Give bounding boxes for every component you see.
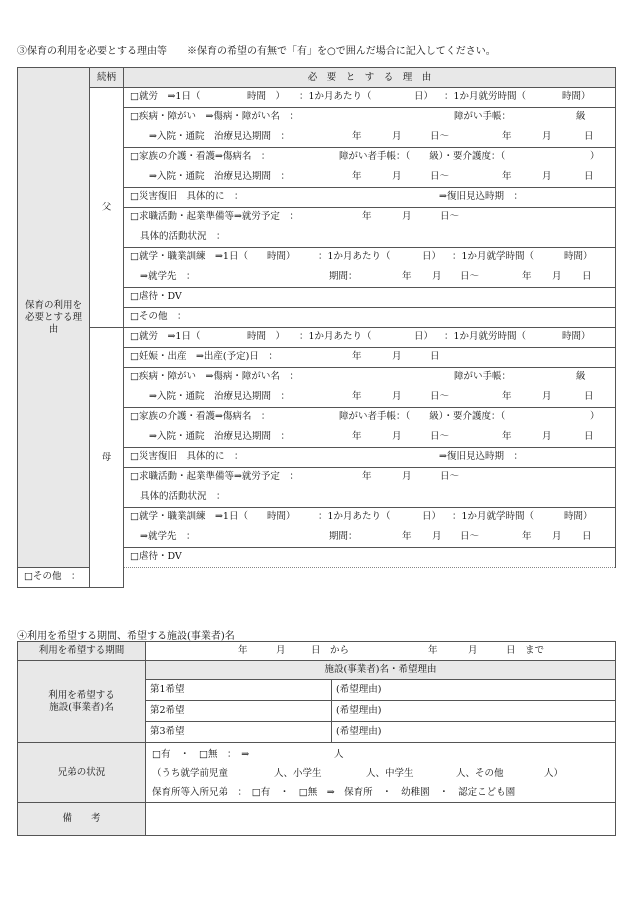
father-work[interactable]: □就労 ⇒1日（ 時間 ） ：1か月あたり（ 日） ：1か月就労時間（ 時間）	[124, 88, 616, 108]
father-activity[interactable]: 具体的活動状況 ：	[124, 228, 616, 248]
father-other[interactable]: □その他 ：	[124, 308, 616, 328]
mother-school[interactable]: ⇒就学先 ： 期間： 年 月 日〜 年 月 日	[124, 528, 616, 548]
section3-heading: ③保育の利用を必要とする理由等 ※保育の希望の有無で「有」を○で囲んだ場合に記入してください。	[17, 46, 496, 57]
siblings-label: 兄弟の状況	[18, 743, 146, 803]
mother-activity[interactable]: 具体的活動状況 ：	[124, 488, 616, 508]
remarks-label: 備 考	[18, 803, 146, 836]
mother-study[interactable]: □就学・職業訓練 ⇒1日（ 時間） ：1か月あたり（ 日） ：1か月就学時間（ 時間）	[124, 508, 616, 528]
choice-1-reason[interactable]: (希望理由)	[332, 680, 616, 701]
relation-header: 続柄	[90, 68, 124, 88]
father-study[interactable]: □就学・職業訓練 ⇒1日（ 時間） ：1か月あたり（ 日） ：1か月就学時間（ 時間）	[124, 248, 616, 268]
father-care[interactable]: □家族の介護・看護⇒傷病名 ： 障がい者手帳：（ 級）・要介護度：（ ）	[124, 148, 616, 168]
siblings-field[interactable]: □有 ・ □無 ： ⇒ 人 （うち就学前児童 人、小学生 人、中学生 人、その他 人） 保育所等入所兄弟 ： □有 ・ □無 ⇒ 保育所 ・ 幼稚園 ・ 認定こども園	[146, 743, 616, 803]
mother-illness[interactable]: □疾病・障がい ⇒傷病・障がい名 ： 障がい手帳： 級	[124, 368, 616, 388]
father-illness[interactable]: □疾病・障がい ⇒傷病・障がい名 ： 障がい手帳： 級	[124, 108, 616, 128]
father-job[interactable]: □求職活動・起業準備等⇒就労予定 ： 年 月 日〜	[124, 208, 616, 228]
mother-disaster[interactable]: □災害復旧 具体的に ： ⇒復旧見込時期 ：	[124, 448, 616, 468]
father-abuse[interactable]: □虐待・DV	[124, 288, 616, 308]
father-school[interactable]: ⇒就学先 ： 期間： 年 月 日〜 年 月 日	[124, 268, 616, 288]
reason-header: 必 要 と す る 理 由	[124, 68, 616, 88]
mother-work[interactable]: □就労 ⇒1日（ 時間 ） ：1か月あたり（ 日） ：1か月就労時間（ 時間）	[124, 328, 616, 348]
mother-care-period[interactable]: ⇒入院・通院 治療見込期間 ： 年 月 日〜 年 月 日	[124, 428, 616, 448]
choice-2-reason[interactable]: (希望理由)	[332, 701, 616, 722]
mother-label: 母	[90, 328, 124, 588]
reason-row-label: 保育の利用を必要とする理由	[18, 68, 90, 568]
mother-illness-period[interactable]: ⇒入院・通院 治療見込期間 ： 年 月 日〜 年 月 日	[124, 388, 616, 408]
reason-table	[17, 67, 616, 588]
choice-2-label[interactable]: 第2希望	[146, 701, 332, 722]
father-illness-period[interactable]: ⇒入院・通院 治療見込期間 ： 年 月 日〜 年 月 日	[124, 128, 616, 148]
period-field[interactable]: 年 月 日 から 年 月 日 まで	[146, 642, 616, 661]
mother-care[interactable]: □家族の介護・看護⇒傷病名 ： 障がい者手帳：（ 級）・要介護度：（ ）	[124, 408, 616, 428]
father-care-period[interactable]: ⇒入院・通院 治療見込期間 ： 年 月 日〜 年 月 日	[124, 168, 616, 188]
choice-1-label[interactable]: 第1希望	[146, 680, 332, 701]
period-label: 利用を希望する期間	[18, 642, 146, 661]
choice-3-label[interactable]: 第3希望	[146, 722, 332, 743]
remarks-field[interactable]	[146, 803, 616, 836]
father-disaster[interactable]: □災害復旧 具体的に ： ⇒復旧見込時期 ：	[124, 188, 616, 208]
father-label: 父	[90, 88, 124, 328]
mother-other[interactable]: □その他 ：	[18, 568, 90, 588]
mother-pregnancy[interactable]: □妊娠・出産 ⇒出産(予定)日 ： 年 月 日	[124, 348, 616, 368]
mother-job[interactable]: □求職活動・起業準備等⇒就労予定 ： 年 月 日〜	[124, 468, 616, 488]
facility-label: 利用を希望する施設(事業者)名	[18, 661, 146, 743]
choice-3-reason[interactable]: (希望理由)	[332, 722, 616, 743]
mother-abuse[interactable]: □虐待・DV	[124, 548, 616, 568]
section4-heading: ④利用を希望する期間、希望する施設(事業者)名	[17, 631, 235, 642]
facility-table	[17, 641, 616, 836]
facility-header: 施設(事業者)名・希望理由	[146, 661, 616, 680]
